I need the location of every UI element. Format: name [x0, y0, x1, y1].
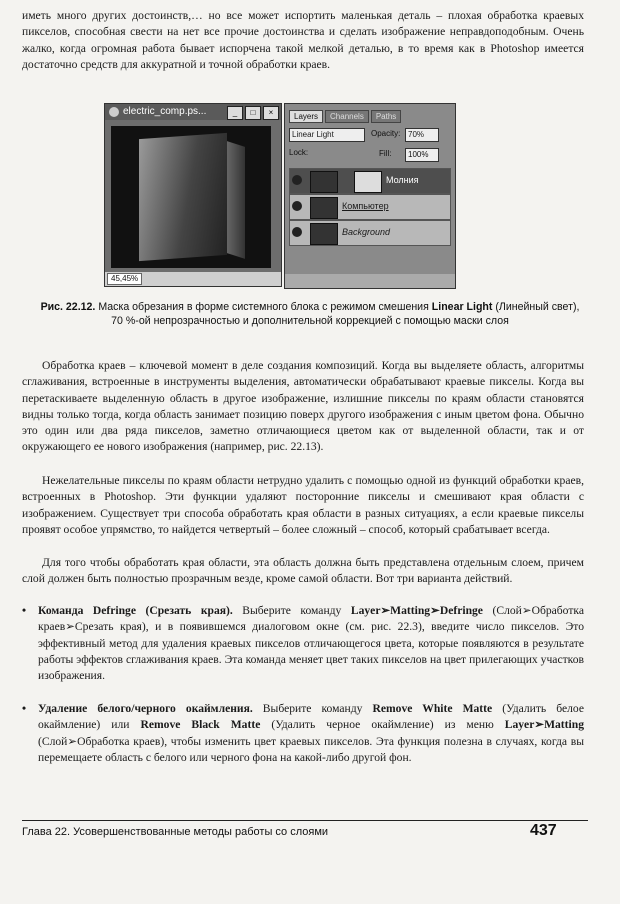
panel-tabs — [289, 110, 401, 123]
tab-layers: Layers — [289, 110, 323, 123]
layer-row — [289, 194, 451, 220]
fill-field: 100% — [405, 148, 439, 162]
close-icon: × — [263, 106, 279, 120]
layer-row — [289, 168, 451, 194]
window-controls — [227, 106, 279, 120]
layer-thumbnail — [310, 171, 338, 193]
fill-label: Fill: — [379, 149, 392, 158]
bullet-command: Remove Black Matte — [140, 718, 261, 732]
paragraph-1: Обработка краев – ключевой момент в деле создания композиций. Когда вы выделяете область, алгоритмы сглаживания, встроенные в инструменты выделения, автоматически обрабатывают краевые пикселы. Когда вы перетаскиваете выделенную область в другое изображение, излишние пикселы по краям области становятся видны только тогда, когда область занимает позицию поверх другого изображения с иным цветом фона. Обычно это один или два ряда пикселов, заметно отличающиеся цветом как от выделенной области, так и от окружающего ее нового изображения (например, рис. 22.13). — [22, 359, 584, 454]
opacity-label: Opacity: — [371, 129, 401, 138]
footer-rule — [22, 820, 588, 821]
opacity-field: 70% — [405, 128, 439, 142]
blend-row — [289, 128, 449, 142]
computer-tower-side — [227, 141, 245, 259]
caption-lead: Рис. 22.12. — [40, 301, 96, 313]
lock-label: Lock: — [289, 148, 309, 157]
layer-name: Молния — [386, 175, 419, 185]
top-paragraph: иметь много других достоинств,… но все может испортить маленькая деталь – плохая обработка краевых пикселов, способная свести на нет все прочие достоинства и сделать изображение неправдоподобным. Очень жалко, когда огромная работа бывает испорчена такой мелкой деталью, в то время как в Photoshop имеется достаточно средств для аккуратной и точной обработки краев. — [22, 9, 584, 71]
image-window — [104, 103, 282, 287]
bullet-command: Layer➢Matting➢Defringe — [350, 604, 483, 617]
minimize-icon: _ — [227, 106, 243, 120]
image-window-title: electric_comp.ps... — [123, 106, 207, 117]
bullet-run: (Слой➢Обработка краев), чтобы изменить цвет краевых пикселов. Эта функция полезна в случаях, когда вы перемещаете область с белого или черного фона на какой-либо другой фон. — [38, 734, 584, 764]
list-item — [22, 603, 584, 684]
layer-name: Background — [342, 227, 391, 237]
app-icon — [109, 107, 119, 117]
panel-bottom-bar — [285, 274, 455, 288]
chapter-footer: Глава 22. Усовершенствованные методы работы со слоями — [22, 826, 329, 838]
image-canvas — [111, 126, 271, 268]
tab-channels: Channels — [325, 110, 369, 123]
eye-icon — [292, 175, 302, 185]
maximize-icon: □ — [245, 106, 261, 120]
paragraph-3: Для того чтобы обработать края области, эта область должна быть представлена отдельным слоем, причем слой должен быть полностью прозрачным везде, кроме самой области. Вот три варианта действий. — [22, 556, 584, 586]
bullet-icon: • — [22, 702, 27, 715]
eye-icon — [292, 227, 302, 237]
blend-mode-select: Linear Light — [289, 128, 365, 142]
page-number: 437 — [530, 822, 557, 839]
bullet-heading: Команда Defringe (Срезать края). — [38, 604, 233, 617]
caption-mode: Linear Light — [431, 301, 493, 313]
bullet-icon: • — [22, 604, 27, 617]
computer-tower-image — [139, 133, 227, 261]
image-window-status — [105, 272, 281, 286]
list-item — [22, 701, 584, 766]
bullet-heading: Удаление белого/черного окаймления. — [38, 702, 253, 715]
eye-icon — [292, 201, 302, 211]
caption-rest: (Линейный свет), 70 %-ой непрозрачностью и дополнительной коррекцией с помощью маски слоя — [111, 301, 580, 327]
layer-row — [289, 220, 451, 246]
layer-thumbnail — [310, 223, 338, 245]
caption-text: Маска обрезания в форме системного блока с режимом смешения — [95, 301, 432, 313]
figure-screenshot — [104, 103, 456, 289]
layer-thumbnail — [310, 197, 338, 219]
bullet-run: Выберите команду — [232, 604, 351, 617]
zoom-readout: 45,45% — [107, 273, 142, 285]
paragraph-2: Нежелательные пикселы по краям области нетрудно удалить с помощью одной из функций обработки краев, встроенных в Photoshop. Эти функции удаляют посторонние пикселы и смешивают края области с изображением. Существует три способа обработать края области в разных ситуациях, а если краевые пикселы проявят особое упрямство, то найдется четвертый – более сложный – способ, который срабатывает всегда. — [22, 474, 584, 536]
bullet-command: Remove White Matte — [372, 702, 493, 715]
layers-panel — [284, 103, 456, 289]
bullet-command: Layer➢Matting — [504, 718, 584, 732]
bullet-text — [38, 701, 584, 766]
figure-caption — [40, 301, 580, 328]
layer-name: Компьютер — [342, 201, 389, 211]
image-window-titlebar — [105, 104, 281, 120]
bullet-run: (Слой➢Обработка краев➢Срезать края), и в появившемся диалоговом окне (см. рис. 22.3), введите число пикселов. Это эффективный метод для удаления краевых пикселов отличающегося цвета, которые появляются в результате работы эффектов сглаживания краев. Эта команда меняет цвет таких пикселов на цвет прилегающих участков изображения. — [38, 604, 584, 683]
bullet-run: (Удалить белое окаймление) или — [38, 702, 584, 732]
bullet-run: Выберите команду — [252, 702, 373, 715]
tab-paths: Paths — [371, 110, 401, 123]
bullet-run: (Удалить черное окаймление) из меню — [260, 718, 505, 732]
lock-row — [289, 148, 449, 162]
bullet-text — [38, 603, 584, 684]
layer-mask-thumbnail — [354, 171, 382, 193]
